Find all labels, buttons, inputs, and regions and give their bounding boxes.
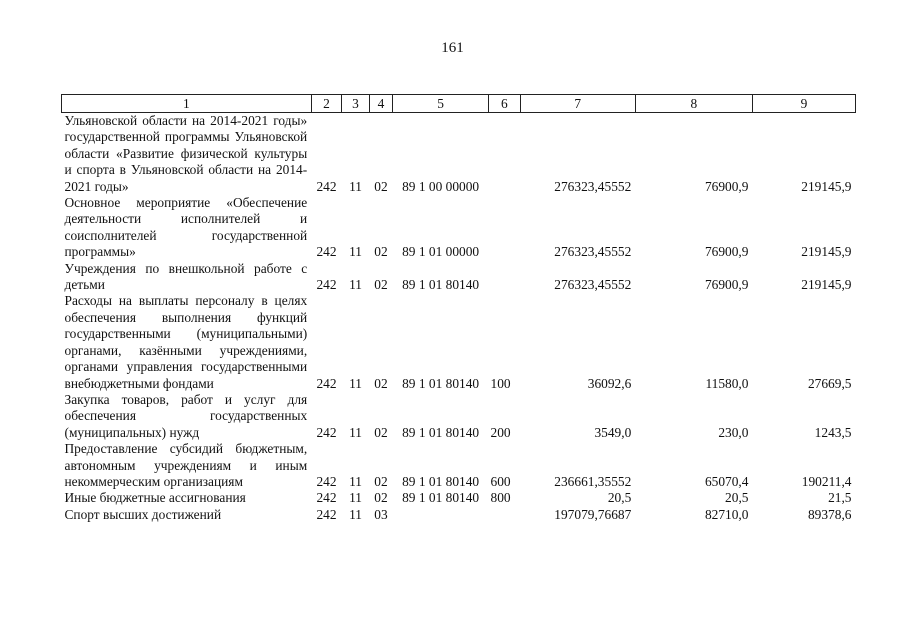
cell-subsection: 02 — [374, 424, 388, 440]
cell-amount-8: 76900,9 — [704, 244, 749, 260]
table-row — [62, 490, 856, 506]
cell-ministry: 242 — [316, 277, 337, 293]
cell-amount-7: 276323,45552 — [554, 178, 632, 194]
row-name: Ульяновской области на 2014-2021 годы» государственной программы Ульяновской области «Развитие физической культуры и спорта в Ульяновской области на 2014-2021 годы» — [64, 113, 308, 194]
cell-ministry: 242 — [316, 178, 337, 194]
row-name: Иные бюджетные ассигнования — [64, 490, 246, 506]
cell-amount-8: 82710,0 — [704, 506, 749, 522]
cell-amount-8: 65070,4 — [704, 473, 749, 489]
cell-subsection: 02 — [374, 178, 388, 194]
cell-amount-7: 20,5 — [607, 490, 632, 506]
cell-amount-8: 76900,9 — [704, 178, 749, 194]
cell-amount-9: 1243,5 — [814, 424, 852, 440]
cell-target-item: 89 1 01 00000 — [402, 244, 480, 260]
row-name: Расходы на выплаты персоналу в целях обеспечения выполнения функций государственными (муниципальными) органами, казёнными учреждениями, органами управления государственными внебюджетными фондами — [64, 293, 308, 391]
cell-amount-9: 219145,9 — [801, 178, 852, 194]
table-row — [62, 392, 856, 441]
cell-section: 11 — [349, 490, 362, 506]
cell-amount-7: 197079,76687 — [554, 506, 632, 522]
column-header: 5 — [393, 95, 489, 113]
cell-expense-type: 100 — [490, 375, 511, 391]
cell-subsection: 02 — [374, 277, 388, 293]
cell-expense-type: 800 — [490, 490, 511, 506]
column-header: 4 — [369, 95, 392, 113]
cell-expense-type — [489, 261, 521, 294]
table-row — [62, 195, 856, 261]
column-header: 2 — [311, 95, 342, 113]
table-row — [62, 113, 856, 196]
page-number: 161 — [441, 40, 464, 56]
table-header-row — [62, 95, 856, 113]
row-name: Спорт высших достижений — [64, 506, 222, 522]
cell-expense-type — [489, 113, 521, 196]
cell-subsection: 02 — [374, 244, 388, 260]
cell-amount-9: 219145,9 — [801, 244, 852, 260]
row-name: Предоставление субсидий бюджетным, автономным учреждениям и иным некоммерческим организациям — [64, 441, 308, 489]
row-name: Учреждения по внешкольной работе с детьми — [64, 260, 308, 293]
cell-ministry: 242 — [316, 375, 337, 391]
cell-amount-9: 219145,9 — [801, 277, 852, 293]
cell-amount-7: 36092,6 — [587, 375, 632, 391]
cell-target-item: 89 1 01 80140 — [402, 277, 480, 293]
cell-section: 11 — [349, 277, 362, 293]
cell-target-item: 89 1 01 80140 — [402, 473, 480, 489]
cell-expense-type — [489, 195, 521, 261]
row-name: Закупка товаров, работ и услуг для обеспечения государственных (муниципальных) нужд — [64, 391, 308, 440]
cell-expense-type: 600 — [490, 473, 511, 489]
cell-amount-9: 190211,4 — [801, 473, 852, 489]
cell-target-item: 89 1 01 80140 — [402, 424, 480, 440]
cell-target-item: 89 1 00 00000 — [402, 178, 480, 194]
cell-subsection: 02 — [374, 375, 388, 391]
cell-amount-9: 21,5 — [828, 490, 852, 506]
cell-subsection: 02 — [374, 490, 388, 506]
cell-ministry: 242 — [316, 424, 337, 440]
cell-section: 11 — [349, 178, 362, 194]
cell-amount-8: 76900,9 — [704, 277, 749, 293]
cell-target-item: 89 1 01 80140 — [402, 490, 480, 506]
cell-ministry: 242 — [316, 506, 337, 522]
column-header: 1 — [62, 95, 312, 113]
column-header: 6 — [489, 95, 521, 113]
cell-section: 11 — [349, 424, 362, 440]
cell-amount-8: 20,5 — [725, 490, 749, 506]
cell-expense-type — [489, 507, 521, 523]
cell-amount-7: 3549,0 — [594, 424, 632, 440]
cell-amount-9: 27669,5 — [807, 375, 852, 391]
cell-section: 11 — [349, 506, 362, 522]
cell-target-item — [393, 507, 489, 523]
cell-amount-8: 230,0 — [718, 424, 749, 440]
cell-amount-9: 89378,6 — [807, 506, 852, 522]
cell-section: 11 — [349, 375, 362, 391]
cell-section: 11 — [349, 244, 362, 260]
column-header: 8 — [635, 95, 752, 113]
cell-target-item: 89 1 01 80140 — [402, 375, 480, 391]
table-row — [62, 507, 856, 523]
cell-amount-7: 236661,35552 — [554, 473, 632, 489]
cell-section: 11 — [349, 473, 362, 489]
cell-amount-7: 276323,45552 — [554, 244, 632, 260]
cell-subsection: 02 — [374, 473, 388, 489]
column-header: 9 — [752, 95, 855, 113]
budget-table — [61, 94, 856, 523]
cell-subsection: 03 — [374, 506, 388, 522]
column-header: 3 — [342, 95, 370, 113]
row-name: Основное мероприятие «Обеспечение деятельности исполнителей и соисполнителей государственной программы» — [64, 195, 308, 260]
table-row — [62, 441, 856, 490]
cell-ministry: 242 — [316, 490, 337, 506]
cell-expense-type: 200 — [490, 424, 511, 440]
cell-ministry: 242 — [316, 244, 337, 260]
cell-amount-7: 276323,45552 — [554, 277, 632, 293]
table-row — [62, 293, 856, 391]
table-row — [62, 261, 856, 294]
column-header: 7 — [520, 95, 635, 113]
cell-amount-8: 11580,0 — [705, 375, 749, 391]
cell-ministry: 242 — [316, 473, 337, 489]
